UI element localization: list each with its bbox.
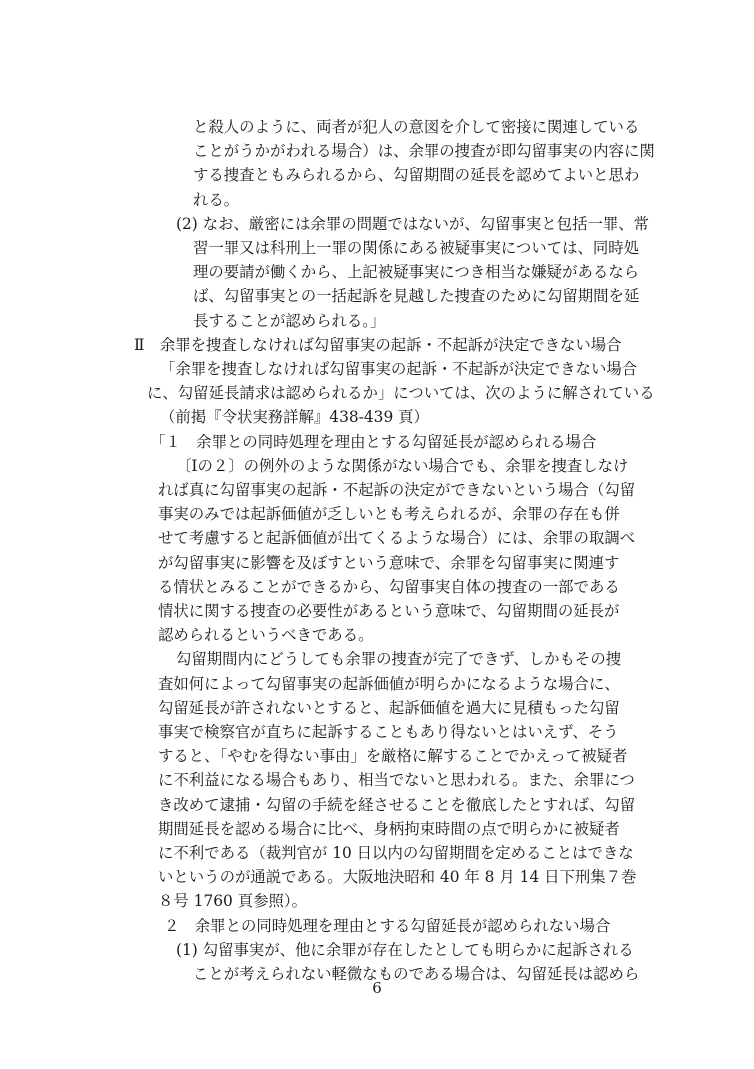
text-line: （前掲『令状実務詳解』438-439 頁） (160, 408, 429, 427)
section-heading: Ⅱ 余罪を捜査しなければ勾留事実の起訴・不起訴が決定できない場合 (134, 335, 622, 354)
text-line: 事実で検察官が直ちに起訴することもあり得ないとはいえず、そう (158, 723, 619, 741)
text-line: き改めて逮捕・勾留の手続を経させることを徹底したとすれば、勾留 (158, 795, 636, 814)
text-line: 理の要請が働くから、上記被疑事実につき相当な嫌疑があるなら (193, 263, 640, 282)
text-line: に不利益になる場合もあり、相当でないと思われる。また、余罪につ (158, 771, 635, 790)
text-line: と殺人のように、両者が犯人の意図を介して密接に関連している (193, 118, 640, 136)
text-line: れば真に勾留事実の起訴・不起訴の決定ができないという場合（勾留 (158, 481, 636, 499)
text-line: に不利である（裁判官が 10 日以内の勾留期間を定めることはできな (158, 844, 634, 862)
text-line: する捜査ともみられるから、勾留期間の延長を認めてよいと思わ (193, 166, 640, 185)
text-line: ことが考えられない軽微なものである場合は、勾留延長は認めら (193, 965, 640, 983)
subsection-heading: 「１ 余罪との同時処理を理由とする勾留延長が認められる場合 (150, 432, 597, 451)
text-line: 長することが認められる。」 (193, 311, 386, 330)
text-line: れる。 (193, 190, 240, 209)
text-line: 事実のみでは起訴価値が乏しいとも考えられるが、余罪の存在も併 (158, 505, 620, 524)
text-line: る情状とみることができるから、勾留事実自体の捜査の一部である (158, 577, 620, 596)
subsection-heading: ２ 余罪との同時処理を理由とする勾留延長が認められない場合 (164, 916, 611, 935)
text-line: 勾留期間内にどうしても余罪の捜査が完了できず、しかもその捜 (176, 650, 622, 669)
text-line: 勾留延長が許されないとすると、起訴価値を過大に見積もった勾留 (158, 698, 620, 717)
text-line: いというのが通説である。大阪地決昭和 40 年 8 月 14 日下刑集７巻 (158, 868, 637, 887)
text-line: 「余罪を捜査しなければ勾留事実の起訴・不起訴が決定できない場合 (160, 360, 638, 378)
text-line: すると、「やむを得ない事由」を厳格に解することでかえって被疑者 (158, 747, 628, 766)
text-line: せて考慮すると起訴価値が出てくるような場合）には、余罪の取調べ (158, 529, 636, 548)
text-line: 査如何によって勾留事実の起訴価値が明らかになるような場合に、 (158, 674, 620, 693)
text-line: 認められるというべきである。 (158, 626, 374, 645)
text-line: 期間延長を認める場合に比べ、身柄拘束時間の点で明らかに被疑者 (158, 819, 620, 838)
text-line: ば、勾留事実との一括起訴を見越した捜査のために勾留期間を延 (193, 287, 640, 306)
text-line: 〔Ⅰの２〕の例外のような関係がない場合でも、余罪を捜査しなけ (176, 456, 629, 475)
text-line: が勾留事実に影響を及ぼすという意味で、余罪を勾留事実に関連す (158, 553, 620, 572)
page-number: 6 (372, 979, 382, 997)
text-line: (1) 勾留事実が、他に余罪が存在したとしても明らかに起訴される (176, 940, 634, 959)
text-line: ８号 1760 頁参照）。 (158, 892, 307, 911)
text-line: 情状に関する捜査の必要性があるという意味で、勾留期間の延長が (158, 602, 620, 620)
text-line: (2) なお、厳密には余罪の問題ではないが、勾留事実と包括一罪、常 (176, 214, 650, 233)
text-line: ことがうかがわれる場合）は、余罪の捜査が即勾留事実の内容に関 (193, 142, 655, 161)
text-line: 習一罪又は科刑上一罪の関係にある被疑事実については、同時処 (193, 239, 640, 257)
text-line: に、勾留延長請求は認められるか」については、次のように解されている (147, 384, 655, 403)
